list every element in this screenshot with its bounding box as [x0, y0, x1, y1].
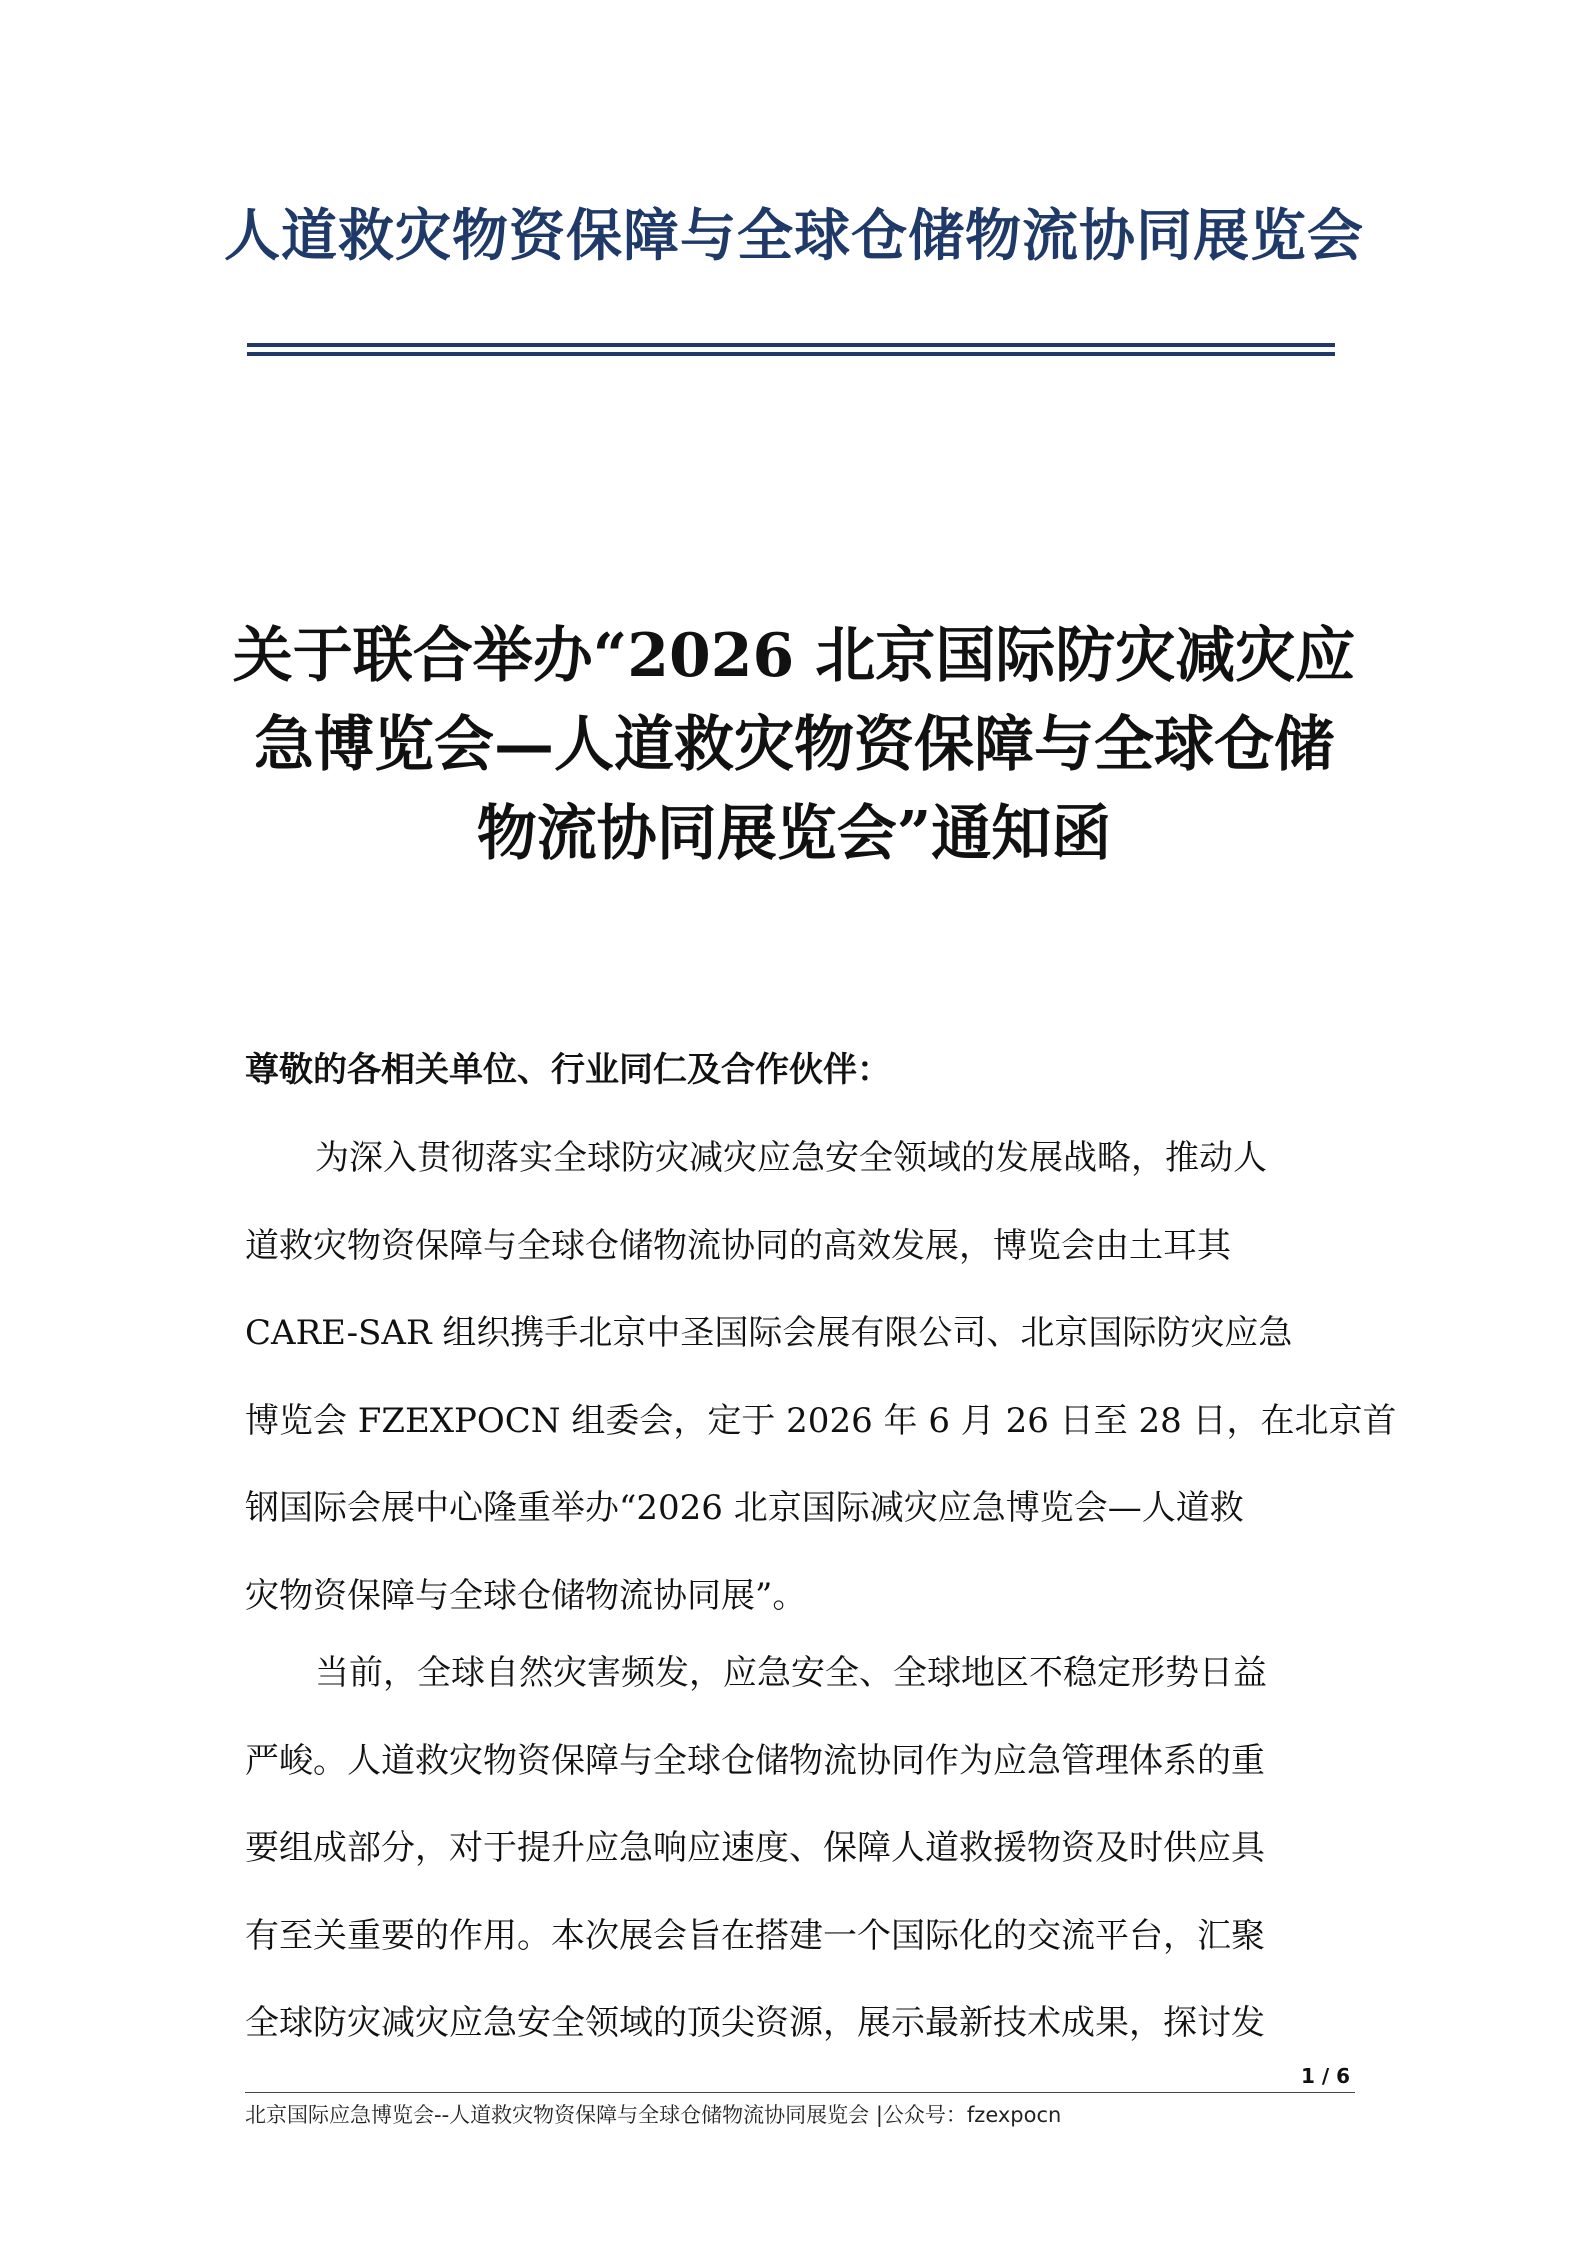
document-title-line: 物流协同展览会”通知函 — [476, 799, 1112, 869]
paragraph-line: CARE-SAR 组织携手北京中圣国际会展有限公司、北京国际防灾应急 — [245, 1313, 1293, 1353]
paragraph-2 — [245, 1630, 1355, 2068]
header-title: 人道救灾物资保障与全球仓储物流协同展览会 — [224, 203, 1364, 269]
footer-text: 北京国际应急博览会--人道救灾物资保障与全球仓储物流协同展览会 |公众号：fzexpocn — [245, 2103, 1062, 2127]
paragraph-line: 钢国际会展中心隆重举办“2026 北京国际减灾应急博览会—人道救 — [245, 1488, 1244, 1528]
paragraph-line: 道救灾物资保障与全球仓储物流协同的高效发展，博览会由土耳其 — [245, 1225, 1231, 1266]
paragraph-line: 有至关重要的作用。本次展会旨在搭建一个国际化的交流平台，汇聚 — [245, 1915, 1265, 1956]
document-title — [200, 612, 1388, 879]
footer-divider — [245, 2092, 1355, 2093]
paragraph-line: 当前，全球自然灾害频发，应急安全、全球地区不稳定形势日益 — [315, 1653, 1267, 1693]
document-title-line: 关于联合举办“2026 北京国际防灾减灾应 — [232, 621, 1356, 691]
header-double-rule — [247, 343, 1335, 356]
header-rule-line-bottom — [247, 352, 1335, 356]
document-title-line: 急博览会—人道救灾物资保障与全球仓储 — [254, 710, 1334, 780]
paragraph-1 — [245, 1115, 1397, 1640]
paragraph-line: 博览会 FZEXPOCN 组委会，定于 2026 年 6 月 26 日至 28 日，在北京首 — [245, 1400, 1397, 1441]
paragraph-line: 灾物资保障与全球仓储物流协同展”。 — [245, 1575, 807, 1616]
page-number: 1 / 6 — [1300, 2064, 1350, 2088]
paragraph-line: 严峻。人道救灾物资保障与全球仓储物流协同作为应急管理体系的重 — [245, 1740, 1265, 1781]
paragraph-line: 要组成部分，对于提升应急响应速度、保障人道救援物资及时供应具 — [245, 1828, 1265, 1868]
header-rule-line-top — [247, 343, 1335, 347]
paragraph-line: 为深入贯彻落实全球防灾减灾应急安全领域的发展战略，推动人 — [315, 1138, 1267, 1178]
paragraph-line: 全球防灾减灾应急安全领域的顶尖资源，展示最新技术成果，探讨发 — [245, 2003, 1265, 2043]
salutation: 尊敬的各相关单位、行业同仁及合作伙伴： — [245, 1050, 891, 1090]
